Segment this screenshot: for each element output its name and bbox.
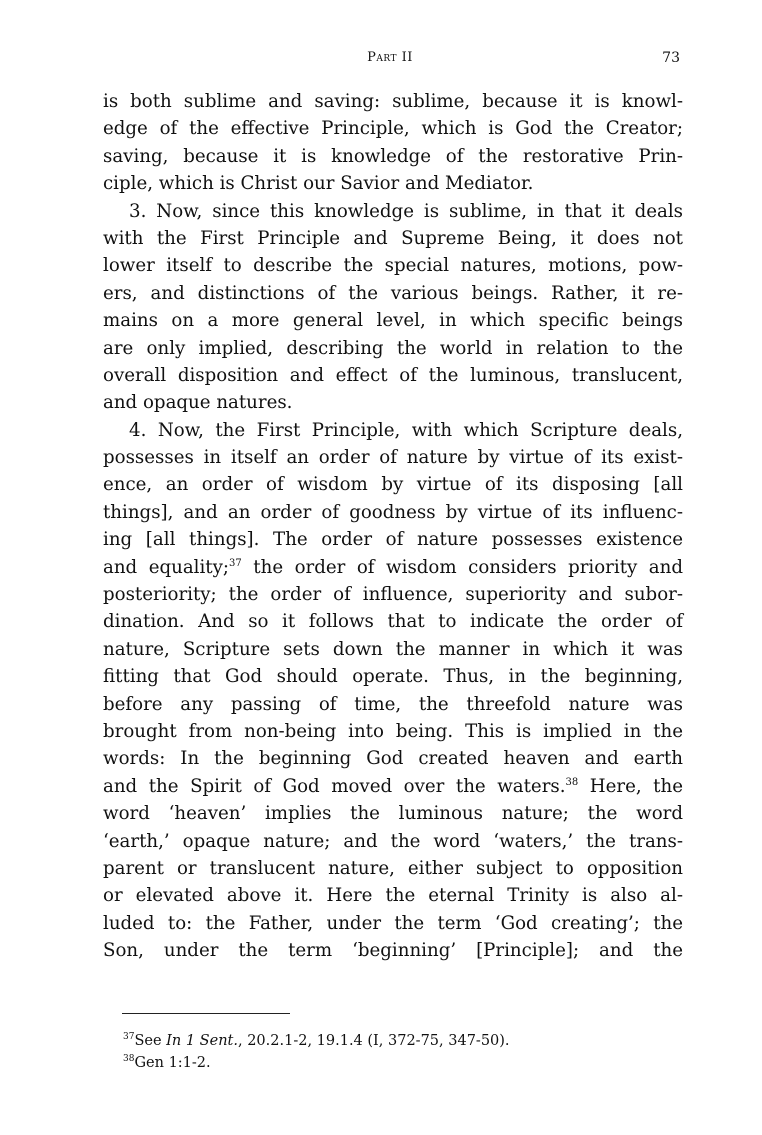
page-number: 73 xyxy=(662,50,680,66)
text-line: brought from non-being into being. This is implied in the xyxy=(103,720,683,742)
text-line: words: In the beginning God created heaven and earth xyxy=(103,748,683,770)
text-line: overall disposition and effect of the luminous, translucent, xyxy=(103,364,683,386)
text-segment: and the Spirit of God moved over the waters. xyxy=(103,775,566,797)
footnote-separator xyxy=(122,1013,290,1014)
text-segment: Here, the xyxy=(589,775,683,797)
footnote-citation: , 20.2.1-2, 19.1.4 (I, 372-75, 347-50). xyxy=(237,1033,510,1049)
footnotes xyxy=(123,1030,683,1074)
text-line: fitting that God should operate. Thus, in the beginning, xyxy=(103,666,683,688)
text-segment: and equality; xyxy=(103,556,230,578)
text-line: Son, under the term ‘beginning’ [Principle]; and the xyxy=(103,940,683,962)
text-line: ‘earth,’ opaque nature; and the word ‘waters,’ the trans- xyxy=(103,830,683,852)
text-line: mains on a more general level, in which specific beings xyxy=(103,310,683,332)
footnote-marker: 37 xyxy=(123,1032,135,1043)
text-line: luded to: the Father, under the term ‘God creating’; the xyxy=(103,912,683,934)
text-line: dination. And so it follows that to indicate the order of xyxy=(103,611,683,633)
text-line: parent or translucent nature, either subject to opposition xyxy=(103,857,683,879)
text-line: nature, Scripture sets down the manner in which it was xyxy=(103,638,683,660)
text-line: ence, an order of wisdom by virtue of its disposing [all xyxy=(103,474,683,496)
footnote-text: Gen 1:1-2. xyxy=(134,1055,211,1071)
text-line: lower itself to describe the special natures, motions, pow- xyxy=(103,255,683,277)
footnote-37 xyxy=(123,1030,683,1052)
text-line: possesses in itself an order of nature by virtue of its exist- xyxy=(103,447,683,469)
footnote-38 xyxy=(123,1052,683,1074)
footnote-prefix: See xyxy=(134,1033,167,1049)
text-line-with-note-38 xyxy=(103,773,683,800)
text-segment: the order of wisdom considers priority and xyxy=(253,556,683,578)
text-line: and opaque natures. xyxy=(103,392,293,414)
text-line: are only implied, describing the world in relation to the xyxy=(103,337,683,359)
footnote-ref-38: 38 xyxy=(565,776,579,788)
text-line: word ‘heaven’ implies the luminous nature; the word xyxy=(103,803,683,825)
body-text xyxy=(103,88,683,965)
footnote-marker: 38 xyxy=(123,1054,135,1065)
text-line: things], and an order of goodness by virtue of its influenc- xyxy=(103,501,683,523)
text-line: or elevated above it. Here the eternal Trinity is also al- xyxy=(103,885,683,907)
text-line: saving, because it is knowledge of the restorative Prin- xyxy=(103,145,683,167)
text-line: ciple, which is Christ our Savior and Mediator. xyxy=(103,173,534,195)
paragraph-3-start: 3. Now, since this knowledge is sublime, in that it deals xyxy=(129,200,683,222)
running-header-title: Part II xyxy=(367,50,413,65)
footnote-work-title: In 1 Sent. xyxy=(166,1033,238,1049)
text-line: ing [all things]. The order of nature possesses existence xyxy=(103,529,683,551)
text-line: posteriority; the order of influence, superiority and subor- xyxy=(103,584,683,606)
running-header xyxy=(100,50,680,70)
text-line: ers, and distinctions of the various beings. Rather, it re- xyxy=(103,282,683,304)
text-line: with the First Principle and Supreme Being, it does not xyxy=(103,227,683,249)
paragraph-4-start: 4. Now, the First Principle, with which Scripture deals, xyxy=(129,419,683,441)
text-line: edge of the effective Principle, which is God the Creator; xyxy=(103,118,683,140)
text-line: is both sublime and saving: sublime, because it is knowl- xyxy=(103,91,683,112)
footnote-ref-37: 37 xyxy=(229,557,242,569)
text-line-with-note-37 xyxy=(103,554,683,581)
text-line: before any passing of time, the threefold nature was xyxy=(103,693,683,715)
